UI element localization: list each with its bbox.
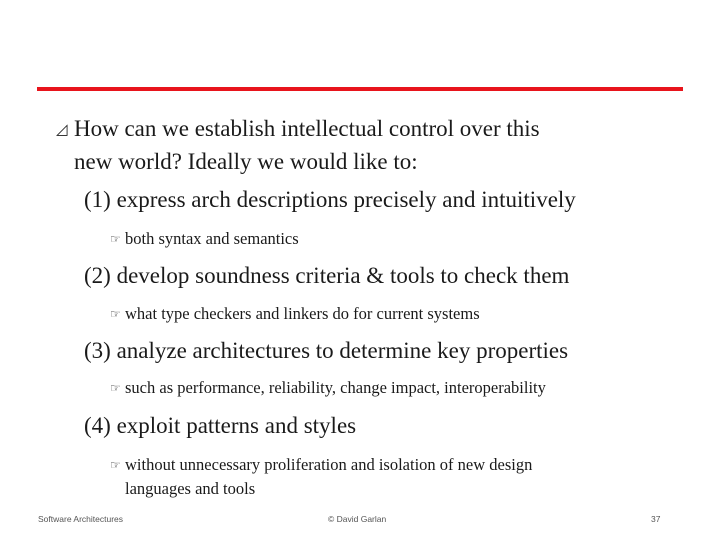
- pointing-hand-icon: ☞: [110, 232, 121, 246]
- footer-page-number: 37: [651, 514, 661, 524]
- list-item-1: (1) express arch descriptions precisely and intuitively: [84, 187, 576, 212]
- list-item-2: (2) develop soundness criteria & tools to check them: [84, 263, 570, 288]
- pointing-hand-icon: ☞: [110, 381, 121, 395]
- pointing-hand-icon: ☞: [110, 307, 121, 321]
- sub-item-4-continuation: languages and tools: [125, 479, 256, 498]
- sub-item-4-text: without unnecessary proliferation and isolation of new design: [125, 455, 533, 474]
- sub-item-2-text: what type checkers and linkers do for current systems: [125, 304, 480, 323]
- sub-item-1: [110, 227, 650, 251]
- footer-copyright: © David Garlan: [328, 514, 387, 524]
- pointing-hand-icon: ☞: [110, 458, 121, 472]
- sub-item-2: [110, 302, 650, 326]
- list-item-3: (3) analyze architectures to determine key properties: [84, 338, 569, 363]
- triangle-bullet-icon: ◿: [56, 122, 68, 138]
- header-rule: [37, 87, 683, 91]
- question-line-2: new world? Ideally we would like to:: [74, 149, 418, 174]
- footer-course-title: Software Architectures: [38, 514, 124, 524]
- sub-item-3-text: such as performance, reliability, change impact, interoperability: [125, 378, 546, 397]
- list-item-4: (4) exploit patterns and styles: [84, 413, 357, 438]
- main-question: [56, 113, 676, 177]
- sub-item-4: [110, 453, 650, 501]
- sub-item-3: [110, 376, 650, 400]
- question-line-1: How can we establish intellectual control over this: [74, 116, 540, 141]
- sub-item-1-text: both syntax and semantics: [125, 229, 299, 248]
